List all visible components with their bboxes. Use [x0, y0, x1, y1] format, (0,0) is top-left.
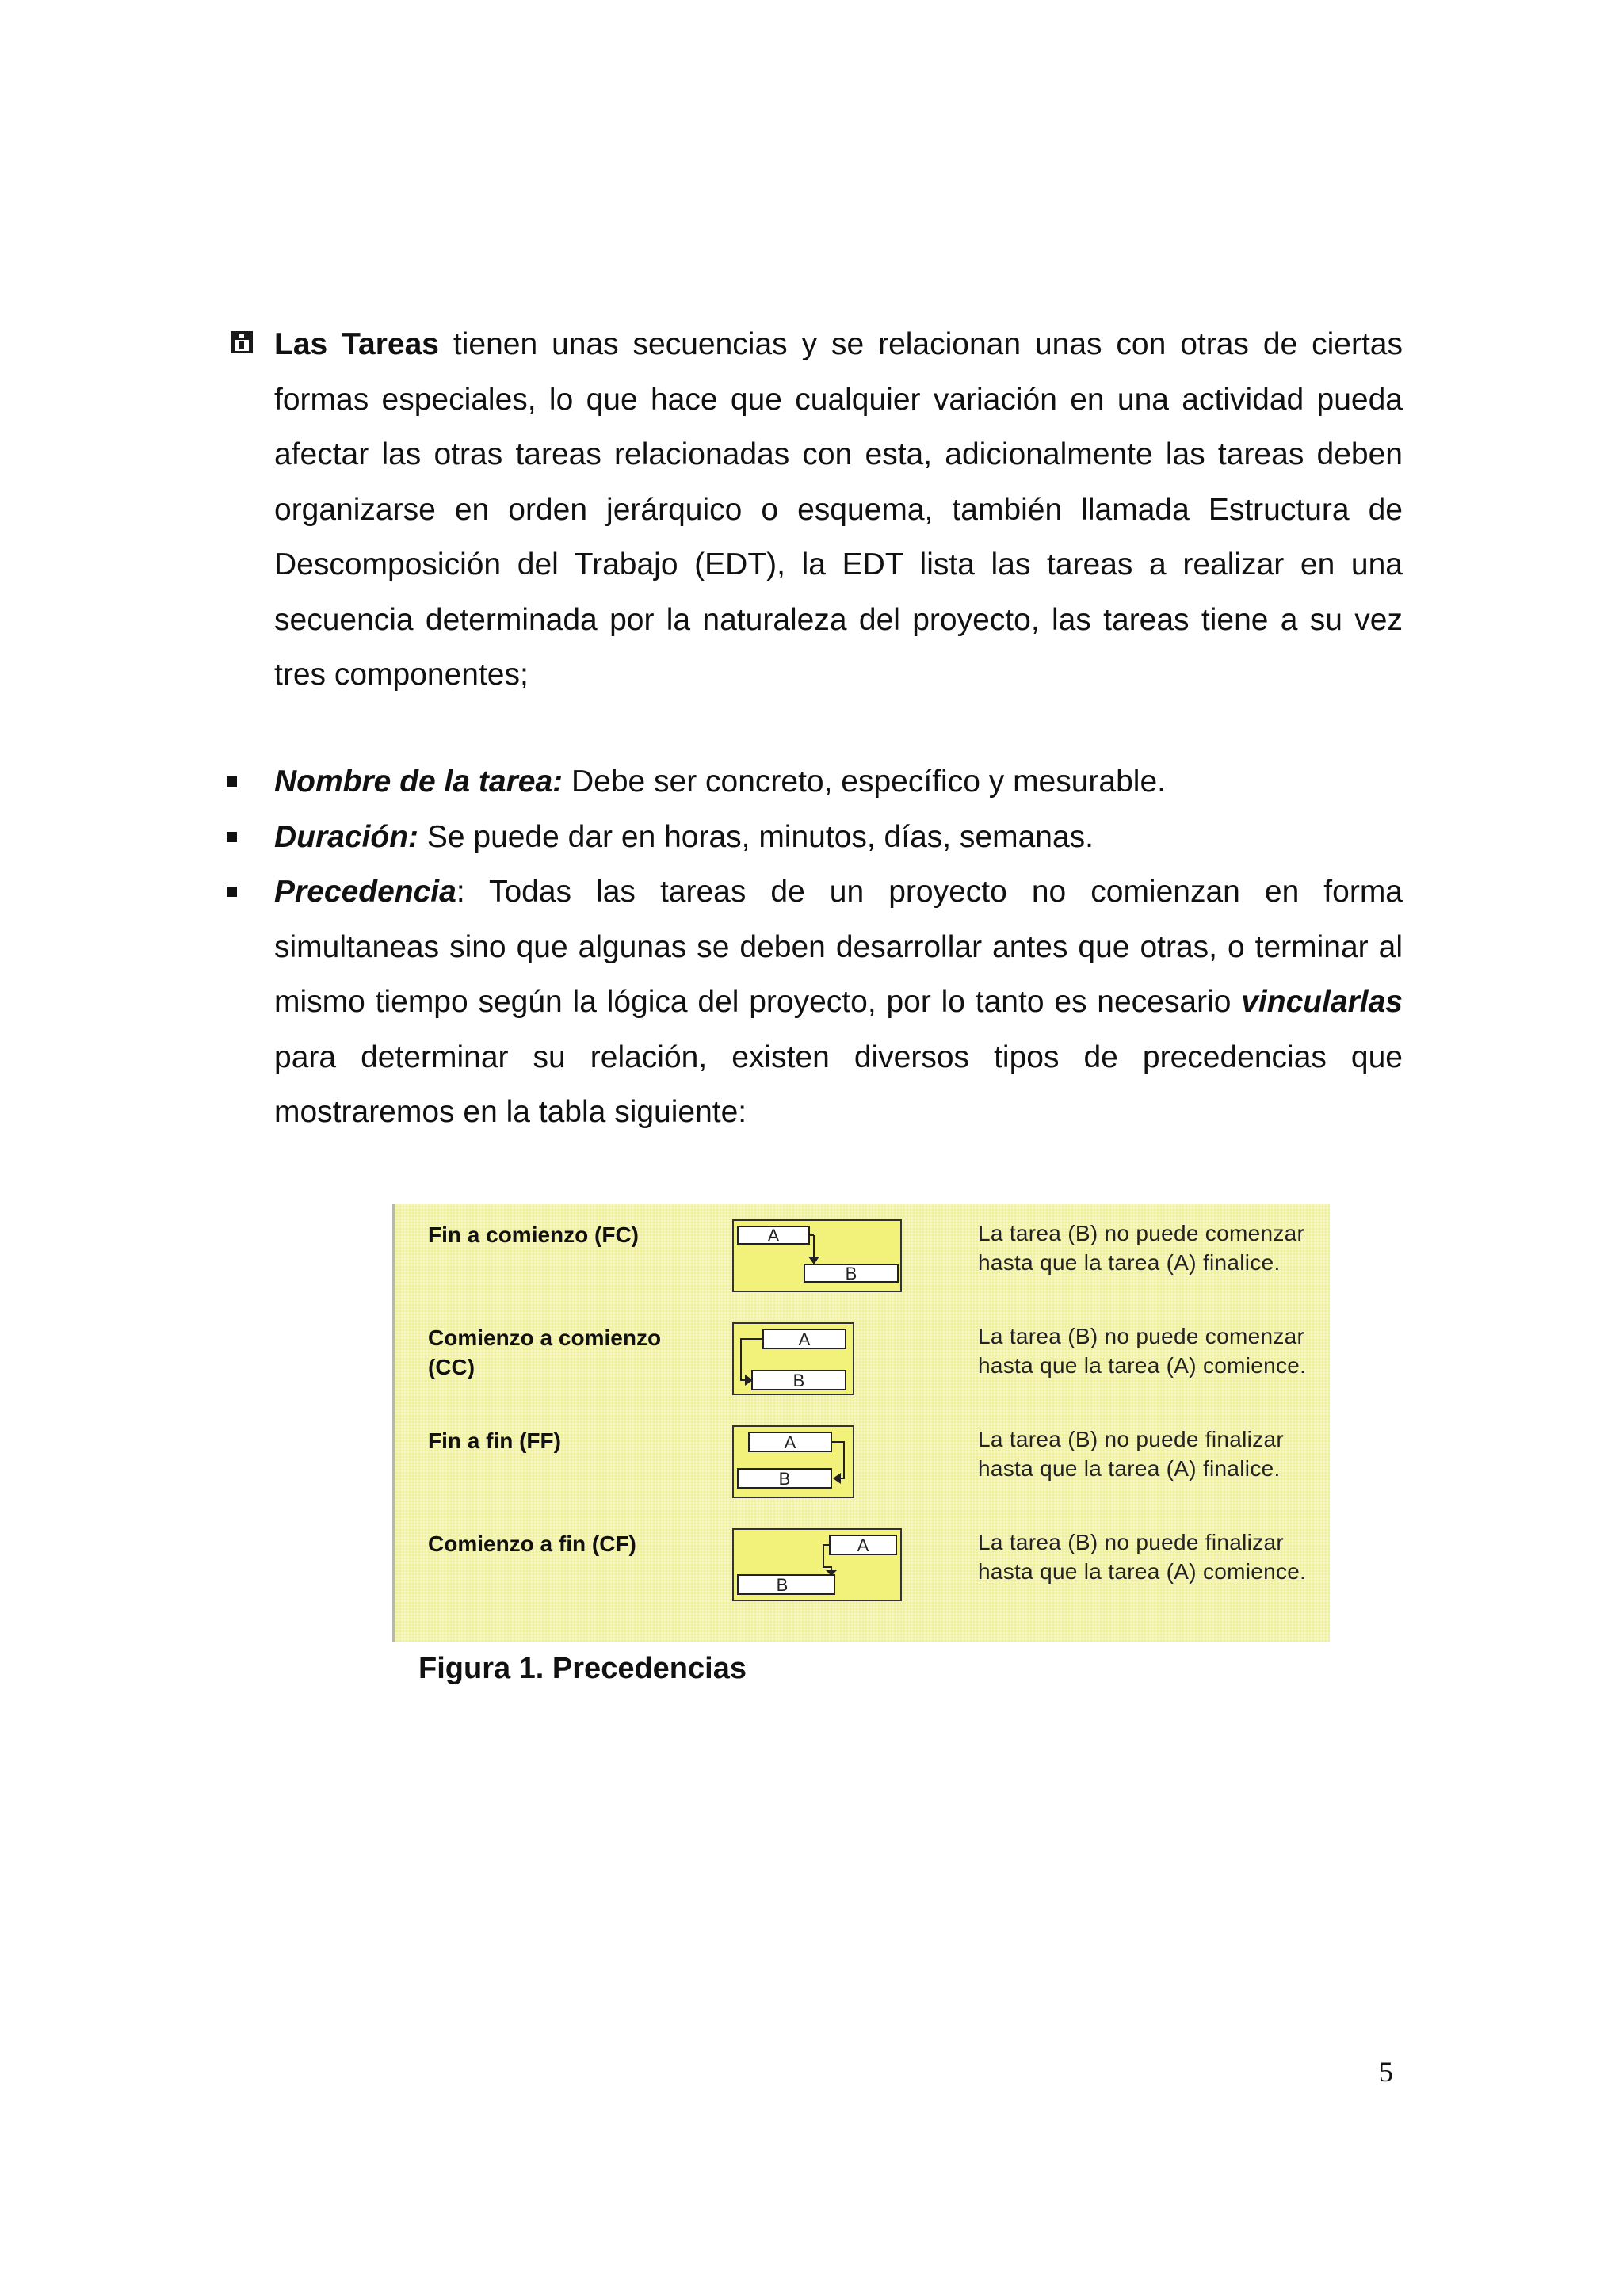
precedence-row-fc [395, 1204, 1330, 1307]
precedence-row-ff [395, 1410, 1330, 1513]
cf-box-a: A [857, 1535, 869, 1555]
page-number: 5 [1379, 2056, 1393, 2088]
bullet-text-continued: para determinar su relación, existen diversos tipos de precedencias que mostraremos en la tabla siguiente: [274, 1039, 1403, 1129]
bullet-term: Nombre de la tarea: [274, 765, 563, 799]
precedence-label: Fin a comienzo (FC) [428, 1222, 639, 1247]
ff-diagram [731, 1425, 906, 1504]
precedence-figure [392, 1204, 1330, 1642]
cc-box-a: A [798, 1329, 811, 1349]
cf-box-b: B [776, 1575, 789, 1595]
precedence-row-cf [395, 1513, 1330, 1616]
figure-caption: Figura 1. Precedencias [418, 1652, 747, 1685]
fc-box-a: A [767, 1226, 780, 1245]
cc-diagram [731, 1322, 906, 1401]
intro-paragraph [274, 317, 1403, 703]
cf-diagram [731, 1527, 906, 1607]
bullet-term: Duración: [274, 819, 419, 854]
fc-diagram [731, 1219, 906, 1298]
intro-body: tienen unas secuencias y se relacionan unas con otras de ciertas formas especiales, lo que hace que cualquier variación en una actividad pueda afectar las otras tareas relacionadas con esta, adicionalmente las tareas deben organizarse en orden jerárquico o esquema, también llamada Estructura de Descomposición del Trabajo (EDT), la EDT lista las tareas a realizar en una secuencia determinada por la naturaleza del proyecto, las tareas tiene a su vez tres componentes; [274, 327, 1403, 692]
info-icon [230, 330, 254, 354]
bullet-text: : Todas las tareas de un proyecto no comienzan en forma simultaneas sino que algunas se deben desarrollar antes que otras, o terminar al mismo tiempo según la lógica del proyecto, por lo tanto es necesario [274, 875, 1403, 1019]
bullet-emphasis: vincularlas [1241, 985, 1403, 1019]
square-bullet-icon [227, 887, 237, 897]
bullet-text: Se puede dar en horas, minutos, días, semanas. [418, 819, 1094, 854]
list-item [222, 754, 1403, 810]
precedence-label: Fin a fin (FF) [428, 1428, 561, 1453]
ff-box-b: B [778, 1469, 791, 1489]
precedence-label: Comienzo a comienzo (CC) [428, 1325, 662, 1379]
list-item [222, 810, 1403, 865]
square-bullet-icon [227, 776, 237, 787]
precedence-description: La tarea (B) no puede finalizar hasta que la tarea (A) finalice. [978, 1427, 1284, 1481]
precedence-description: La tarea (B) no puede comenzar hasta que la tarea (A) comience. [978, 1324, 1307, 1378]
intro-bold-term: Las Tareas [274, 327, 439, 361]
precedence-label: Comienzo a fin (CF) [428, 1531, 636, 1556]
cc-box-b: B [792, 1371, 805, 1390]
precedence-row-cc [395, 1307, 1330, 1410]
fc-box-b: B [845, 1264, 857, 1283]
list-item [222, 864, 1403, 1140]
bullet-text: Debe ser concreto, específico y mesurable. [563, 765, 1166, 799]
precedence-description: La tarea (B) no puede comenzar hasta que la tarea (A) finalice. [978, 1221, 1305, 1275]
bullet-term: Precedencia [274, 875, 456, 909]
component-list [222, 754, 1403, 1140]
precedence-description: La tarea (B) no puede finalizar hasta que la tarea (A) comience. [978, 1530, 1307, 1584]
ff-box-a: A [784, 1432, 796, 1452]
square-bullet-icon [227, 832, 237, 842]
